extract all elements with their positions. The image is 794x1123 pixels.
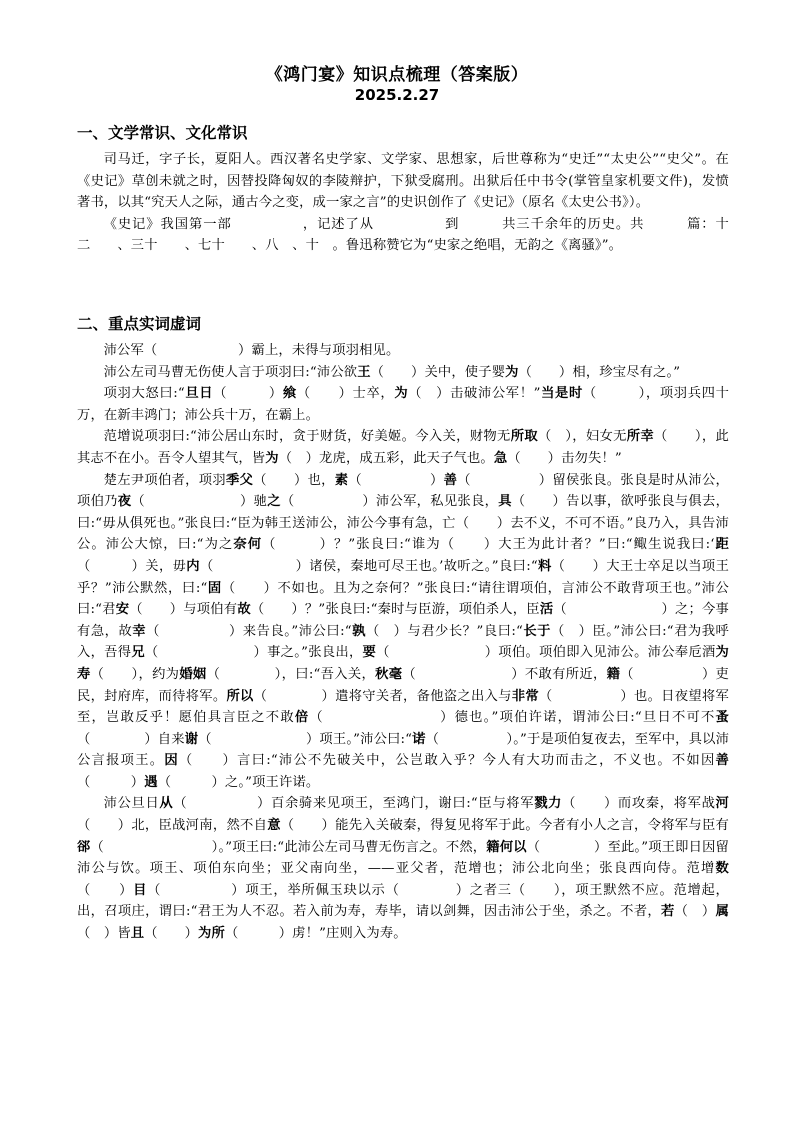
paragraph: 沛公左司马曹无伤使人言于项羽曰:“沛公欲王（ ）关中，使子婴为（ ）相，珍宝尽有之。” [103, 364, 681, 380]
section-heading-literary-knowledge: 一、文学常识、文化常识 [77, 124, 248, 142]
paragraph: 沛公旦日从（ ）百余骑来见项王，至鸿门，谢曰:“臣与将军戮力（ ）而攻秦，将军战河（ ）北，臣战河南，然不自意（ ）能先入关破秦，得复见将军于此。今者有小人之言，令将军与臣有郤（ ）。”项王曰:“此沛公左司马曹无伤言之。不然，籍何以（ ）至此。”项王即日因留沛公与饮。项王、项伯东向坐；亚父南向坐，——亚父者，范增也；沛公北向坐；张良西向侍。范增数（ ）目（ ）项王，举所佩玉玦以示（ ）之者三（ ），项王默然不应。范增起，出，召项庄，谓曰:“君王为人不忍。若入前为寿，寿毕，请以剑舞，因击沛公于坐，杀之。不者，若（ ）属（ ）皆且（ ）为所（ ）虏！”庄则入为寿。 [77, 796, 730, 942]
keyword: 所以 [226, 688, 254, 704]
keyword: 奈何 [233, 537, 263, 553]
paragraph: 司马迁，字子长，夏阳人。西汉著名史学家、文学家、思想家，后世尊称为“史迁”“太史公”“史父”。在《史记》草创未就之时，因替投降匈奴的李陵辩护，下狱受腐刑。出狱后任中书令(掌管皇家机要文件)，发愤著书，以其“究天人之际，通古今之变，成一家之言”的史识创作了《史记》（原名《太史公书》）。 [77, 152, 729, 211]
paragraph: 《史记》我国第一部 ，记述了从 到 共三千余年的历史。共 篇：十二 、三十 、七十 、八 、十 。鲁迅称赞它为“史家之绝唱，无韵之《离骚》”。 [77, 216, 729, 254]
keyword: 旦日 [184, 386, 214, 402]
keyword: 急 [493, 450, 508, 466]
keyword: 为所 [198, 926, 225, 942]
paragraph: 沛公军（ ）霸上，未得与项羽相见。 [103, 343, 400, 358]
keyword: 目 [133, 882, 148, 898]
section-body-literary-knowledge [77, 149, 729, 257]
paragraph: 楚左尹项伯者，项羽季父（ ）也，素（ ）善（ ）留侯张良。张良是时从沛公，项伯乃夜（ ）驰之（ ）沛公军，私见张良，具（ ）告以事，欲呼张良与俱去，曰:“毋从俱死也。”张良曰:“臣为韩王送沛公，沛公今事有急，亡（ ）去不义，不可不语。”良乃入，具告沛公。沛公大惊，曰:“为之奈何（ ）？”张良曰:“谁为（ ）大王为此计者？”曰:“鲰生说我曰:‘距（ ）关，毋内（ ）诸侯，秦地可尽王也。’故听之。”良曰:“料（ ）大王士卒足以当项王乎？”沛公默然，曰:“固（ ）不如也。且为之奈何？”张良曰:“请往谓项伯，言沛公不敢背项王也。”沛公曰:“君安（ ）与项伯有故（ ）？”张良曰:“秦时与臣游，项伯杀人，臣活（ ）之；今事有急，故幸（ ）来告良。”沛公曰:“孰（ ）与君少长？”良曰:“长于（ ）臣。”沛公曰:“君为我呼入，吾得兄（ ）事之。”张良出，要（ ）项伯。项伯即入见沛公。沛公奉卮酒为寿（ ），约为婚姻（ ），曰:“吾入关，秋毫（ ）不敢有所近，籍（ ）吏民，封府库，而待将军。所以（ ）遣将守关者，备他盗之出入与非常（ ）也。日夜望将军至，岂敢反乎！愿伯具言臣之不敢倍（ ）德也。”项伯许诺，谓沛公曰:“旦日不可不蚤（ ）自来谢（ ）项王。”沛公曰:“诺（ ）。”于是项伯复夜去，至军中，具以沛公言报项王。因（ ）言曰:“沛公不先破关中，公岂敢入乎？今人有大功而击之，不义也。不如因善（ ）遇（ ）之。”项王许诺。 [77, 472, 730, 790]
section-body-key-words [77, 340, 729, 945]
keyword: 善 [443, 472, 458, 488]
keyword: 谢 [184, 731, 199, 747]
document-date: 2025.2.27 [354, 86, 440, 104]
keyword: 蚤 [715, 710, 729, 726]
keyword: 婚姻 [179, 666, 207, 682]
keyword: 因 [164, 753, 179, 769]
keyword: 夜 [117, 494, 132, 510]
keyword: 属 [715, 904, 730, 920]
keyword: 活 [539, 602, 554, 618]
keyword: 固 [207, 580, 222, 596]
keyword: 王 [357, 364, 371, 380]
keyword: 当是时 [540, 386, 583, 402]
keyword: 为 [505, 364, 519, 380]
keyword: 所幸 [626, 429, 655, 445]
keyword: 内 [186, 558, 200, 574]
keyword: 诺 [412, 731, 426, 747]
keyword: 兄 [131, 645, 145, 661]
section-heading-key-words: 二、重点实词虚词 [77, 315, 202, 333]
keyword: 为 [265, 450, 279, 466]
paragraph: 项羽大怒曰:“旦日（ ）飨（ ）士卒，为（ ）击破沛公军！”当是时（ ），项羽兵四十万，在新丰鸿门；沛公兵十万，在霸上。 [77, 386, 730, 423]
keyword: 素 [334, 472, 349, 488]
keyword: 若 [661, 904, 675, 920]
keyword: 河 [715, 796, 729, 812]
keyword: 距 [714, 537, 729, 553]
keyword: 从 [159, 796, 174, 812]
keyword: 且 [130, 926, 145, 942]
keyword: 为 [394, 386, 409, 402]
keyword: 遇 [144, 774, 158, 790]
keyword: 安 [115, 602, 130, 618]
keyword: 善 [715, 753, 729, 769]
keyword: 故 [237, 602, 251, 618]
keyword: 籍何以 [486, 839, 527, 855]
keyword: 长于 [522, 623, 551, 639]
keyword: 倍 [294, 710, 310, 726]
keyword: 戮力 [534, 796, 563, 812]
page-title: 《鸿门宴》知识点梳理（答案版） [265, 65, 529, 85]
keyword: 数 [715, 861, 729, 877]
keyword: 要 [362, 645, 377, 661]
keyword: 秋毫 [375, 666, 403, 682]
keyword: 之 [267, 494, 281, 510]
keyword: 孰 [351, 623, 366, 639]
keyword: 幸 [132, 623, 147, 639]
keyword: 料 [537, 558, 552, 574]
keyword: 郤 [77, 839, 91, 855]
keyword: 意 [267, 818, 281, 834]
paragraph: 范增说项羽曰:“沛公居山东时，贪于财货，好美姬。今入关，财物无所取（ ），妇女无所幸（ ），此其志不在小。吾令人望其气，皆为（ ）龙虎，成五彩，此天子气也。急（ ）击勿失！” [77, 429, 729, 466]
keyword: 籍 [606, 666, 621, 682]
keyword: 所取 [510, 429, 538, 445]
keyword: 飨 [282, 386, 297, 402]
keyword: 具 [498, 494, 512, 510]
keyword: 非常 [511, 688, 539, 704]
keyword: 为寿 [77, 645, 729, 682]
keyword: 季父 [225, 472, 254, 488]
